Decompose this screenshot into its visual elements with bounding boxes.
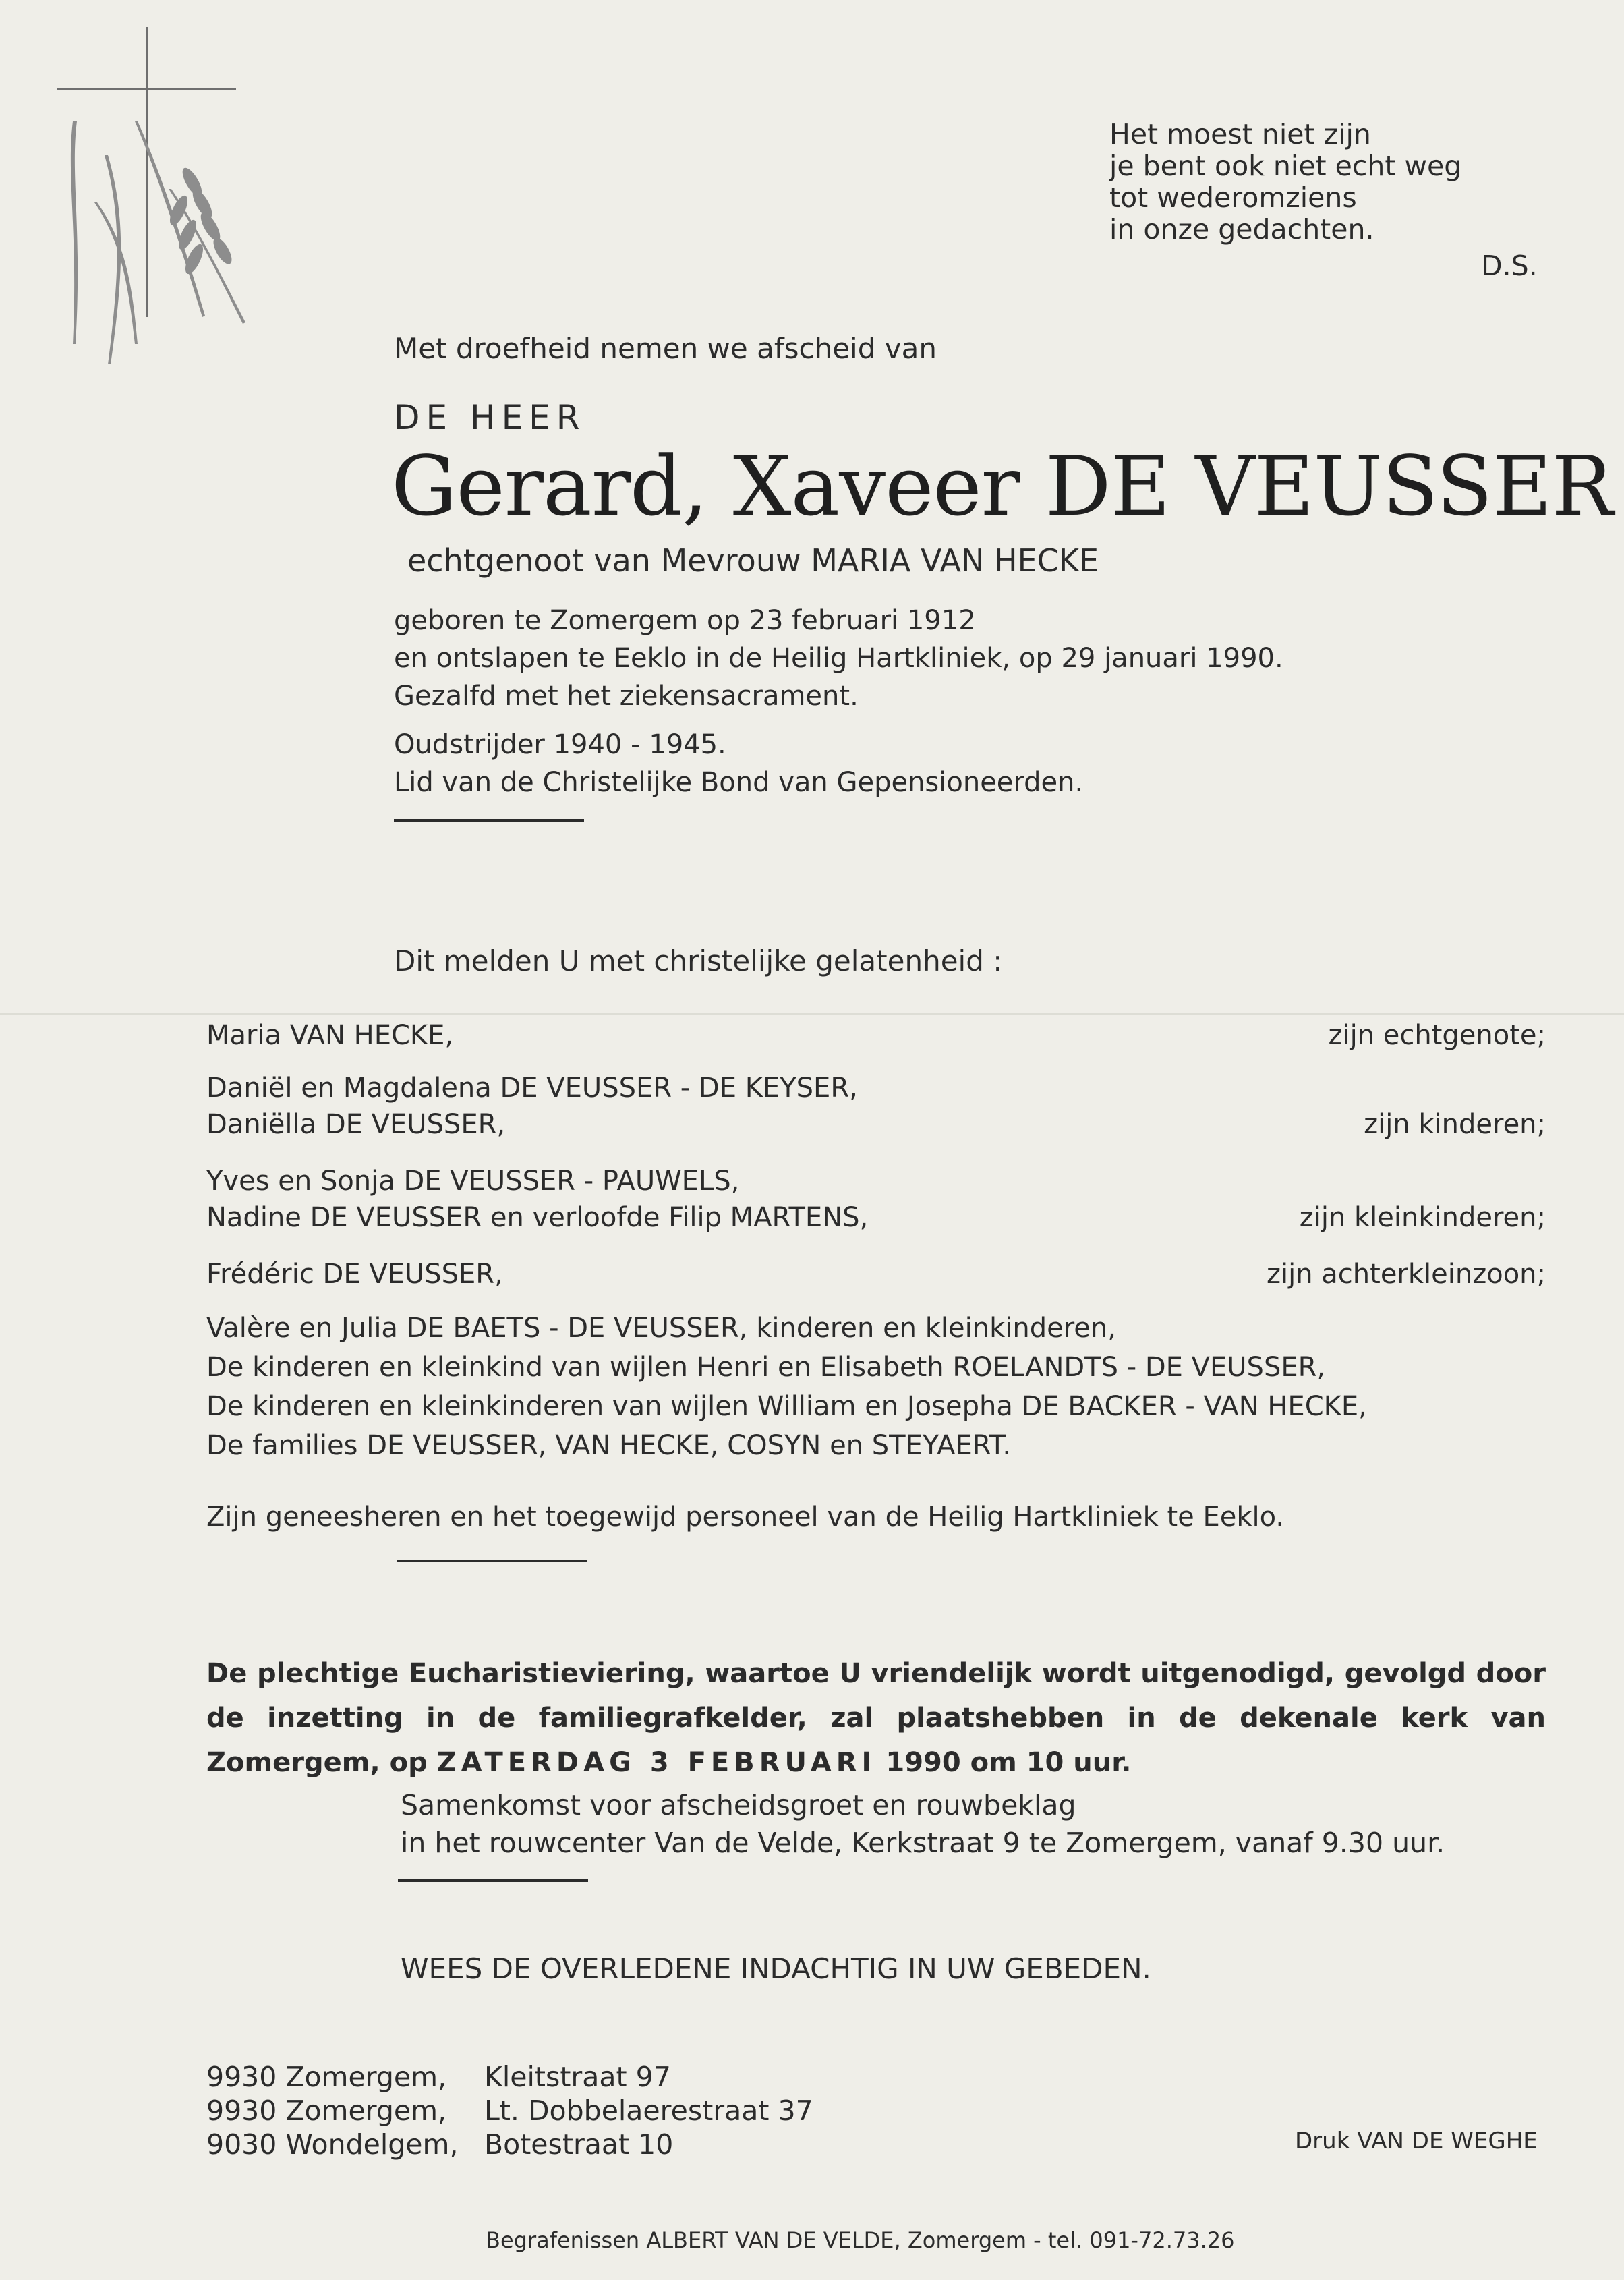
mourner-relation: zijn achterkleinzoon;	[1266, 1259, 1546, 1290]
address-city: 9930 Zomergem,	[206, 2094, 447, 2127]
gathering-line: Samenkomst voor afscheidsgroet en rouwbeklag	[401, 1789, 1076, 1821]
closing-prayer: WEES DE OVERLEDENE INDACHTIG IN UW GEBEDEN.	[401, 1952, 1151, 1985]
ceremony-time: 1990 om 10 uur.	[886, 1747, 1132, 1778]
deceased-name: Gerard, Xaveer DE VEUSSER	[391, 438, 1613, 534]
address-row	[206, 2128, 813, 2161]
cross-wheat-icon	[40, 27, 270, 364]
divider	[397, 1560, 587, 1562]
funeral-home-footer: Begrafenissen ALBERT VAN DE VELDE, Zomergem - tel. 091-72.73.26	[486, 2227, 1235, 2253]
gathering-info	[401, 1786, 1445, 1862]
gathering-line: in het rouwcenter Van de Velde, Kerkstraat 9 te Zomergem, vanaf 9.30 uur.	[401, 1827, 1445, 1859]
poem-line: tot wederomziens	[1109, 181, 1357, 214]
address-row	[206, 2060, 813, 2094]
address-street: Kleitstraat 97	[484, 2061, 671, 2093]
poem	[1109, 119, 1461, 246]
mourner-name: Yves en Sonja DE VEUSSER - PAUWELS,	[206, 1166, 740, 1197]
mourner-entry	[206, 1256, 1546, 1292]
poem-line: je bent ook niet echt weg	[1109, 150, 1462, 182]
address-city: 9930 Zomergem,	[206, 2061, 447, 2093]
divider	[398, 1879, 588, 1882]
relatives-line: Valère en Julia DE BAETS - DE VEUSSER, kinderen en kleinkinderen,	[206, 1313, 1116, 1344]
mourner-entry	[206, 1017, 1546, 1054]
divider	[394, 819, 584, 822]
relatives-line: De kinderen en kleinkinderen van wijlen William en Josepha DE BACKER - VAN HECKE,	[206, 1391, 1367, 1422]
mourner-name: Maria VAN HECKE,	[206, 1020, 454, 1051]
ceremony-date: ZATERDAG 3 FEBRUARI	[436, 1747, 877, 1778]
relatives-line: De kinderen en kleinkind van wijlen Henri en Elisabeth ROELANDTS - DE VEUSSER,	[206, 1352, 1326, 1383]
address-row	[206, 2094, 813, 2128]
address-street: Botestraat 10	[484, 2128, 674, 2161]
mourner-name: Nadine DE VEUSSER en verloofde Filip MARTENS,	[206, 1202, 869, 1233]
paper-fold-line	[0, 1013, 1624, 1015]
mourner-entry	[206, 1163, 1546, 1236]
honorific: DE HEER	[394, 398, 586, 437]
spouse-line: echtgenoot van Mevrouw MARIA VAN HECKE	[407, 542, 1099, 579]
mourner-name: Frédéric DE VEUSSER,	[206, 1259, 503, 1290]
intro-text: Met droefheid nemen we afscheid van	[394, 332, 937, 365]
veteran-line: Oudstrijder 1940 - 1945.	[394, 729, 726, 760]
sacrament-line: Gezalfd met het ziekensacrament.	[394, 681, 859, 712]
announcement: Dit melden U met christelijke gelatenheid :	[394, 944, 1003, 977]
poem-line: Het moest niet zijn	[1109, 118, 1371, 150]
address-city: 9030 Wondelgem,	[206, 2128, 459, 2161]
mourner-entry	[206, 1070, 1546, 1143]
family-addresses	[206, 2060, 813, 2161]
mourner-name: Daniël en Magdalena DE VEUSSER - DE KEYSER,	[206, 1073, 858, 1104]
birth-line: geboren te Zomergem op 23 februari 1912	[394, 605, 976, 636]
life-details	[394, 602, 1283, 801]
poem-signature: D.S.	[1481, 250, 1538, 282]
mourner-name: Daniëlla DE VEUSSER,	[206, 1109, 506, 1140]
ceremony-text	[206, 1651, 1546, 1785]
mourner-relation: zijn kleinkinderen;	[1299, 1202, 1546, 1233]
doctors-line: Zijn geneesheren en het toegewijd personeel van de Heilig Hartkliniek te Eeklo.	[206, 1502, 1285, 1533]
relatives-line: De families DE VEUSSER, VAN HECKE, COSYN en STEYAERT.	[206, 1430, 1012, 1461]
relatives-list	[206, 1309, 1367, 1465]
mourner-relation: zijn kinderen;	[1364, 1109, 1546, 1140]
membership-line: Lid van de Christelijke Bond van Gepensioneerden.	[394, 767, 1084, 798]
poem-line: in onze gedachten.	[1109, 213, 1374, 246]
death-line: en ontslapen te Eeklo in de Heilig Hartkliniek, op 29 januari 1990.	[394, 643, 1283, 674]
address-street: Lt. Dobbelaerestraat 37	[484, 2094, 813, 2127]
printer-credit: Druk VAN DE WEGHE	[1295, 2128, 1538, 2155]
ceremony-description: De plechtige Eucharistieviering, waartoe U vriendelijk wordt uitgenodigd, gevolgd door de inzetting in de familiegrafkelder, zal plaatshebben in de dekenale kerk van Zomergem, op	[206, 1658, 1546, 1778]
mourner-relation: zijn echtgenote;	[1328, 1020, 1546, 1051]
